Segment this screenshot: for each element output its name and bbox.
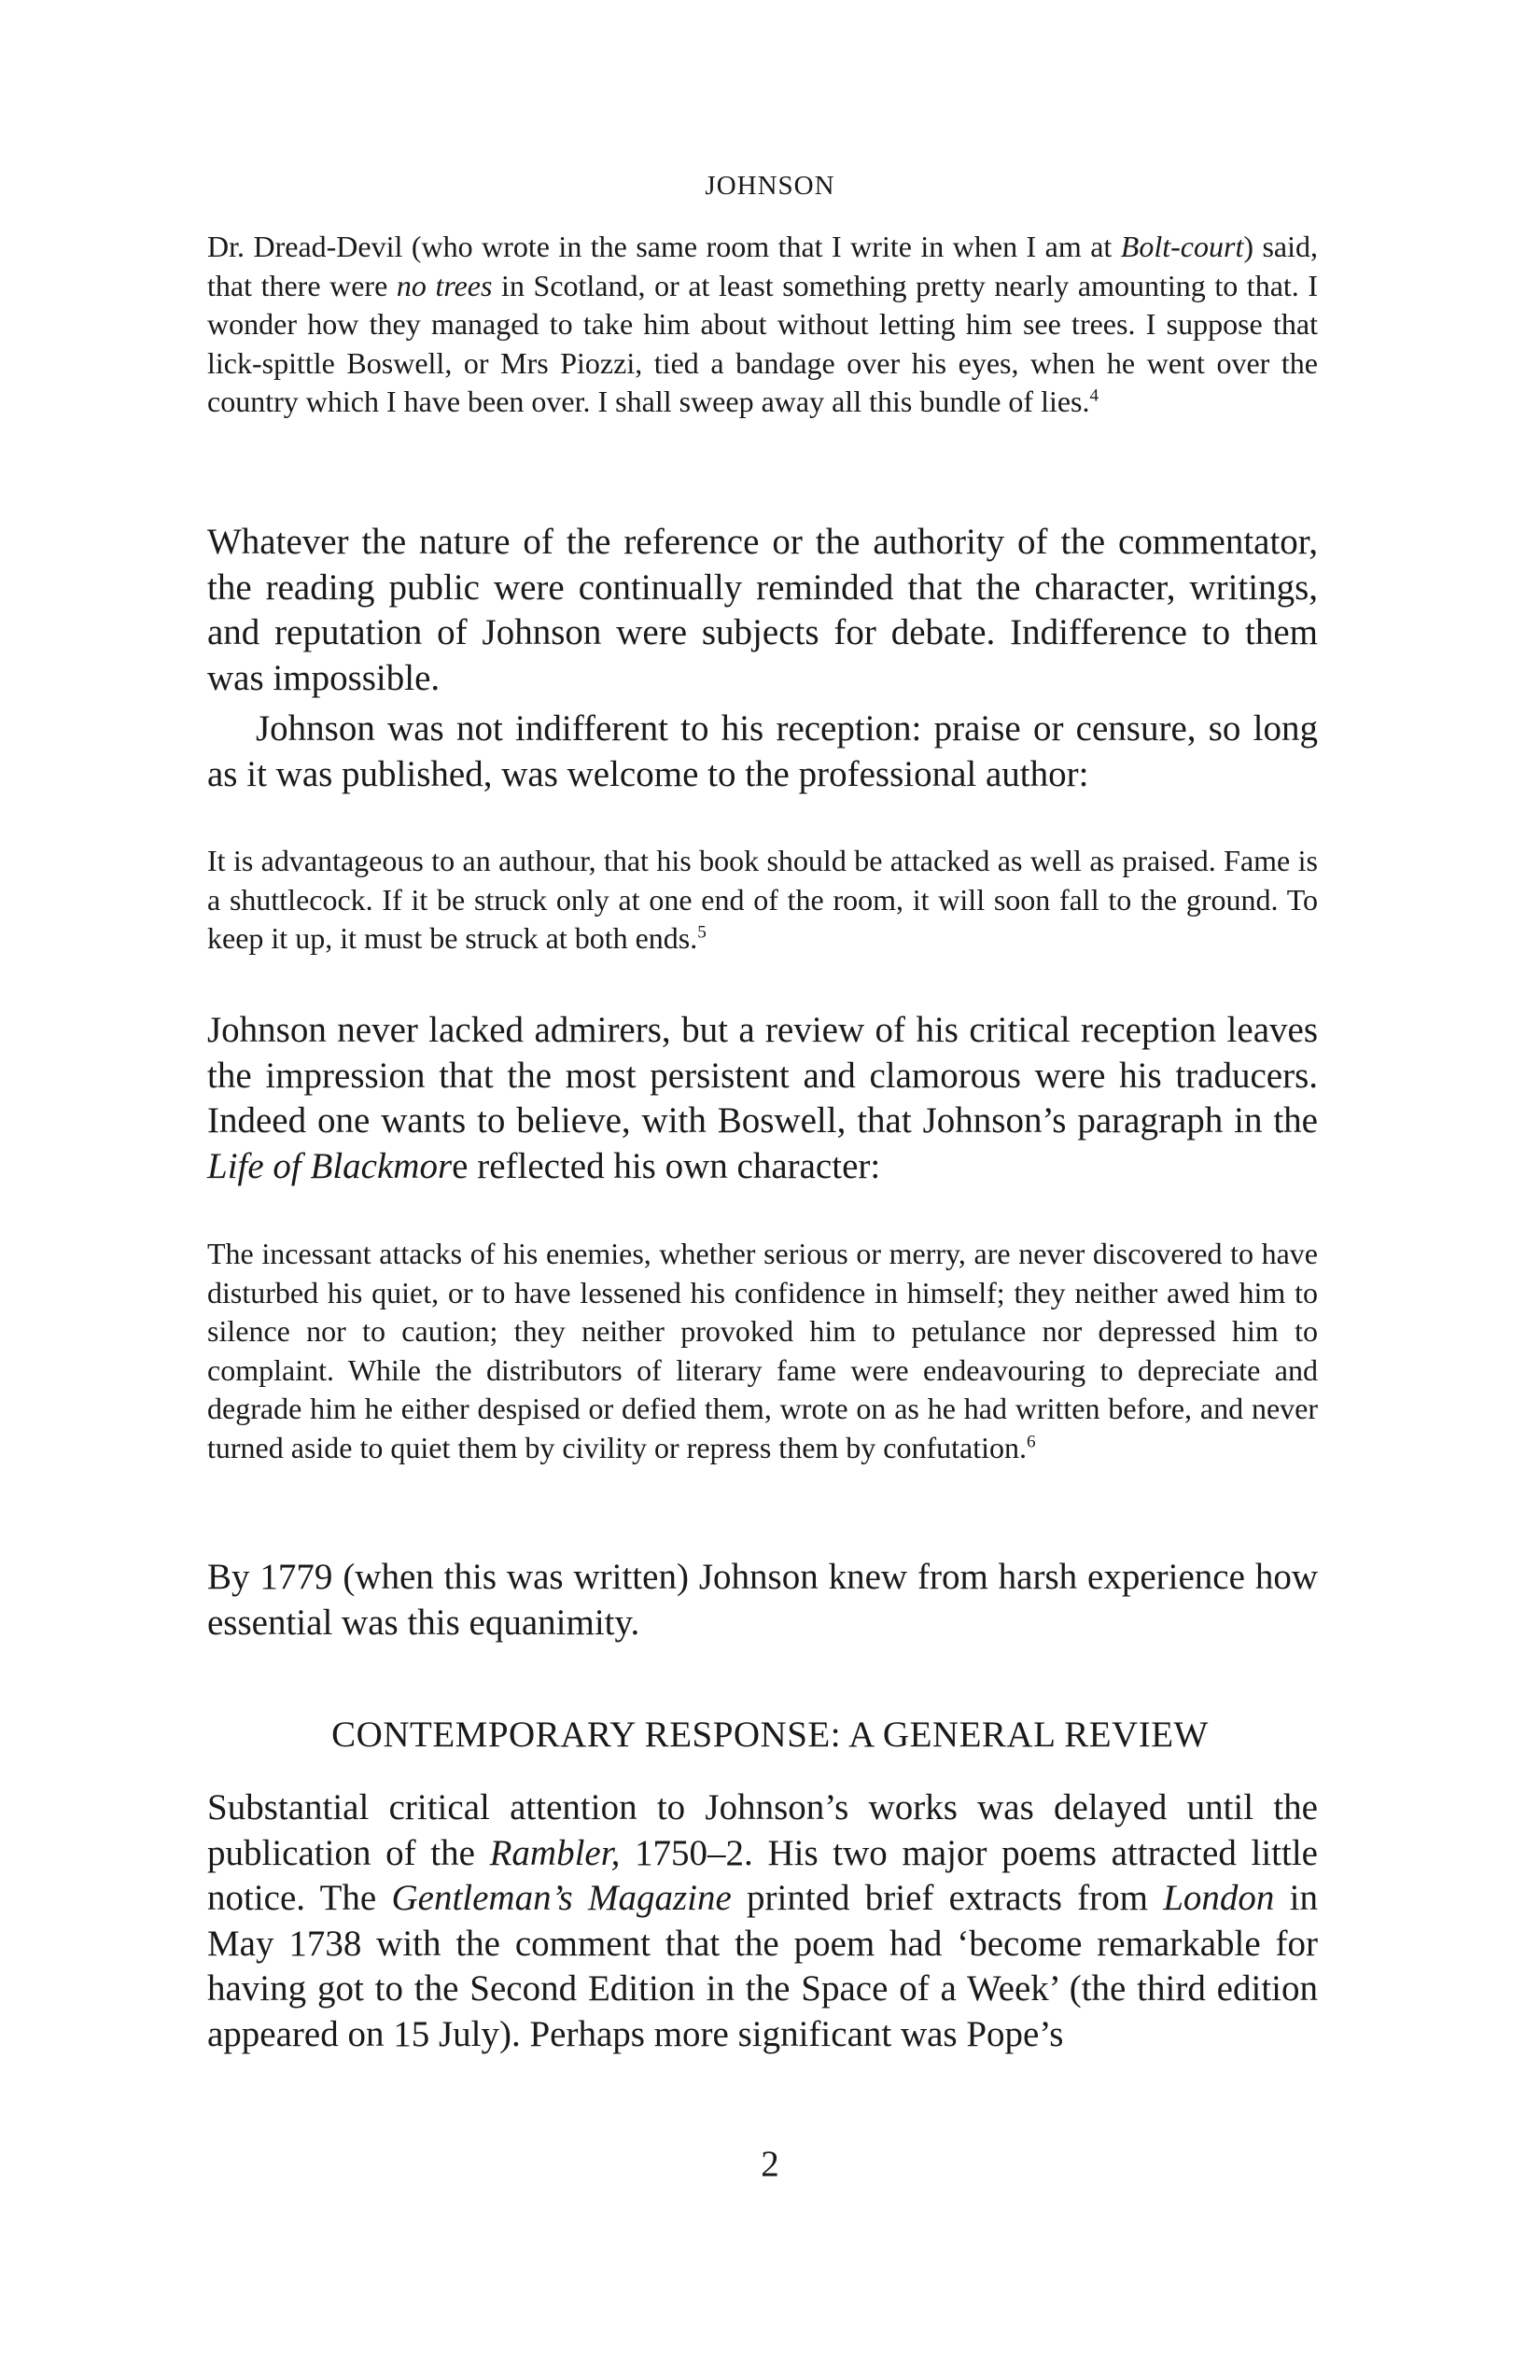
block-quote-shuttlecock	[207, 842, 1318, 959]
block-quote-blackmore	[207, 1235, 1318, 1467]
section-heading: CONTEMPORARY RESPONSE: A GENERAL REVIEW	[331, 1715, 1209, 1755]
paragraph-reference: Whatever the nature of the reference or the authority of the commentator, the reading public were continually reminded that the character, writings, and reputation of Johnson were subjects for debate. Indifference to them was impossible.	[207, 522, 1318, 698]
paragraph-rambler	[207, 1785, 1318, 2057]
para5-text: Substantial critical attention to Johnson’s works was delayed until the publication of the	[207, 1787, 1318, 1873]
paragraph-reception: Johnson was not indifferent to his reception: praise or censure, so long as it was published, was welcome to the professional author:	[207, 708, 1318, 794]
footnote-ref-5: 5	[697, 922, 707, 943]
quote1-text: ) said, that there were	[207, 230, 1319, 302]
paragraph-equanimity: By 1779 (when this was written) Johnson knew from harsh experience how essential was this equanimity.	[207, 1557, 1318, 1643]
quote1-text: Dr. Dread-Devil (who wrote in the same room that I write in when I am at	[207, 230, 1121, 263]
block-quote-dread-devil	[207, 228, 1318, 422]
running-head: JOHNSON	[705, 171, 835, 201]
para3-text: Johnson never lacked admirers, but a review of his critical reception leaves the impression that the most persistent and clamorous were his traducers. Indeed one wants to believe, with Boswell, that Johnson’s paragraph in the	[207, 1010, 1318, 1141]
footnote-ref-6: 6	[1027, 1431, 1036, 1451]
para5-text: in May 1738 with the comment that the poem had ‘become remarkable for having got to the Second Edition in the Space of a Week’ (the third edition appeared on 15 July). Perhaps more significant was Pope’s	[207, 1878, 1318, 2054]
footnote-ref-4: 4	[1089, 385, 1099, 406]
paragraph-admirers	[207, 1008, 1318, 1189]
para3-text: e reflected his own character:	[452, 1145, 881, 1186]
quote1-text: in Scotland, or at least something pretty nearly amounting to that. I wonder how they managed to take him about without letting him see trees. I suppose that lick-spittle Boswell, or Mrs Piozzi, tied a bandage over his eyes, when he went over the country which I have been over. I shall sweep away all this bundle of lies.	[207, 268, 1319, 418]
page-number: 2	[761, 2144, 779, 2184]
quote3-text: The incessant attacks of his enemies, whether serious or merry, are never discovered to have disturbed his quiet, or to have lessened his confidence in himself; they neither awed him to silence nor to caution; they neither provoked him to petulance nor depressed him to complaint. While the distributors of literary fame were endeavouring to depreciate and degrade him he either despised or defied them, wrote on as he had written before, and never turned aside to quiet them by civility or repress them by confutation.	[207, 1237, 1318, 1464]
title-rambler: Rambler,	[489, 1832, 621, 1873]
para5-text: 1750–2. His two major poems attracted little notice. The	[207, 1832, 1318, 1918]
para5-text: printed brief extracts from	[731, 1878, 1164, 1918]
quote1-emphasis: no trees	[396, 268, 493, 302]
title-gentlemans-magazine: Gentleman’s Magazine	[391, 1878, 732, 1918]
title-life-of-blackmore: Life of Blackmor	[207, 1145, 453, 1186]
quote2-text: It is advantageous to an authour, that his book should be attacked as well as praised. Fame is a shuttlecock. If it be struck only at one end of the room, it will soon fall to the ground. To keep it up, it must be struck at both ends.	[207, 844, 1318, 955]
quote1-place: Bolt-court	[1120, 230, 1244, 263]
title-london: London	[1163, 1878, 1275, 1918]
